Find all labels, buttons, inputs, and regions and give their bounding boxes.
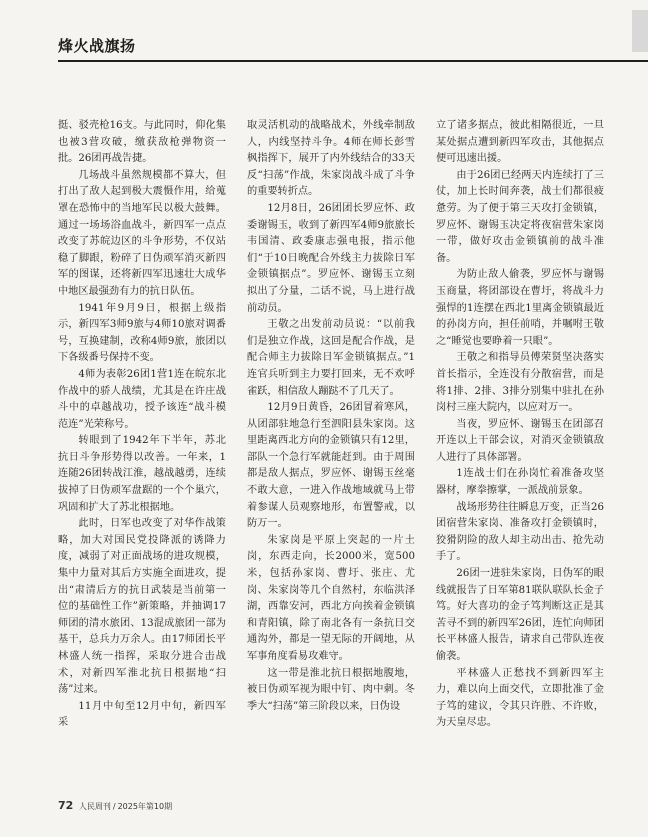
paragraph: 1941年9月9日，根据上级指示，新四军3师9旅与4师10旅对调番号，互换建制，改称4师9旅，旅团以下各级番号保持不变。 <box>58 302 226 364</box>
article-body <box>58 118 604 786</box>
paragraph: 平林盛人正愁找不到新四军主力，难以向上面交代，立即批准了金子笃的建议，令其只许胜、不许败，为天皇尽忠。 <box>436 667 604 729</box>
paragraph: 26团一进驻朱家岗，日伪军的眼线就报告了日军第81联队联队长金子笃。好大喜功的金子笃判断这正是其苦寻不到的新四军26团，连忙向师团长平林盛人报告，请求自己带队连夜偷袭。 <box>436 568 604 662</box>
footer-separator: / <box>112 802 116 811</box>
page-edge-tab <box>632 10 648 52</box>
paragraph: 转眼到了1942年下半年，苏北抗日斗争形势得以改善。一年来，1连随26团转战江淮，越战越勇，连续拔掉了日伪顽军盘踞的一个个巢穴，巩固和扩大了苏北根据地。 <box>58 435 226 513</box>
section-title: 烽火战旗扬 <box>58 37 136 55</box>
paragraph: 战场形势往往瞬息万变，正当26团宿营朱家岗、准备攻打金锁镇时，狡猾阴险的敌人却主动出击、抢先动手了。 <box>436 501 604 563</box>
paragraph: 当夜，罗应怀、谢锡玉在团部召开连以上干部会议，对消灭金锁镇敌人进行了具体部署。 <box>436 418 604 463</box>
paragraph: 1连战士们在孙岗忙着准备攻坚器材，摩拳擦掌，一派战前景象。 <box>436 468 604 497</box>
text-column-1 <box>58 118 226 786</box>
page-footer <box>58 800 172 813</box>
paragraph: 12月9日黄昏，26团冒着寒风，从团部驻地急行至泗阳县朱家岗。这里距离西北方向的金锁镇只有12里，部队一个急行军就能赶到。由于周围都是敌人据点，罗应怀、谢锡玉丝毫不敢大意，一进入作战地域就马上带着参谋人员观察地形，布置警戒，以防万一。 <box>247 402 415 530</box>
page-header <box>58 36 648 68</box>
paragraph: 此时，日军也改变了对华作战策略，加大对国民党投降派的诱降力度，减弱了对正面战场的进攻规模，集中力量对其后方实施全面进攻，提出“肃清后方的抗日武装是当前第一位的基础性工作”新策略，并抽调17师团的清水旅团、13混成旅团一部为基干，总兵力万余人。由17师团长平林盛人统一指挥，采取分进合击战术，对新四军淮北抗日根据地“扫荡”过来。 <box>58 518 226 696</box>
paragraph: 由于26团已经两天内连续打了三仗，加上长时间奔袭，战士们都很疲惫劳。为了便于第三天攻打金锁镇，罗应怀、谢锡玉决定将夜宿营朱家岗一带，做好攻击金锁镇前的战斗准备。 <box>436 169 604 264</box>
paragraph: 4师为表彰26团1营1连在皖东北作战中的骄人战绩，尤其是在许庄战斗中的卓越战功，授予该连“战斗模范连”光荣称号。 <box>58 368 226 430</box>
paragraph: 王敬之和指导员傅荣贤坚决落实首长指示，全连没有分散宿营，而是将1排、2排、3排分别集中驻扎在孙岗村三座大院内，以应对万一。 <box>436 352 604 414</box>
paragraph: 挺、驳壳枪16支。与此同时，仰化集也被3营攻破，缴获敌枪弹物资一批。26团再战告捷。 <box>58 120 226 165</box>
text-column-3 <box>436 118 604 786</box>
issue-label: 2025年第10期 <box>117 802 173 811</box>
paragraph: 立了诸多据点，彼此相隔很近，一旦某处据点遭到新四军攻击，其他据点便可迅速出援。 <box>436 120 604 165</box>
paragraph: 朱家岗是平原上突起的一片土岗，东西走向，长2000米，宽500米，包括孙家岗、曹圩、张庄、尤岗、朱家岗等几个自然村，东临洪泽湖，西靠安河，西北方向挨着金锁镇和青阳镇，除了南北各有一条抗日交通沟外，都是一望无际的开阔地，从军事角度看易攻难守。 <box>247 534 415 662</box>
paragraph: 取灵活机动的战略战术，外线牵制敌人，内线坚持斗争。4师在师长彭雪枫指挥下，展开了内外线结合的33天反“扫荡”作战，朱家岗战斗成了斗争的重要转折点。 <box>247 120 415 198</box>
text-column-2 <box>247 118 415 786</box>
header-divider <box>58 60 648 62</box>
page-number: 72 <box>58 799 74 812</box>
paragraph: 王敬之出发前动员说：“以前我们是独立作战，这回是配合作战，是配合师主力拔除日军金锁镇据点。”1连官兵听到主力要打回来，无不欢呼雀跃，相信敌人蹦跶不了几天了。 <box>247 319 415 397</box>
paragraph: 12月8日，26团团长罗应怀、政委谢锡玉，收到了新四军4师9旅旅长韦国清、政委康志强电报，指示他们“于10日晚配合外线主力拔除日军金锁镇据点”。罗应怀、谢锡玉立刻拟出了分量，二话不说，马上进行战前动员。 <box>247 202 415 314</box>
publication-name: 人民周刊 <box>78 802 111 811</box>
paragraph: 这一带是淮北抗日根据地腹地，被日伪顽军视为眼中钉、肉中刺。冬季大“扫荡”第三阶段以来，日伪设 <box>247 667 415 712</box>
paragraph: 为防止敌人偷袭，罗应怀与谢锡玉商量，将团部设在曹圩，将战斗力强悍的1连摆在西北1里离金锁镇最近的孙岗方向，担任前哨，并嘱咐王敬之“睡觉也要睁着一只眼”。 <box>436 269 604 347</box>
paragraph: 几场战斗虽然规模都不算大，但打出了敌人起到极大震慑作用，给蒐罩在恐怖中的当地军民以极大鼓舞。通过一场场浴血战斗，新四军一点点改变了苏皖边区的斗争形势，不仅站稳了脚跟，粉碎了日伪顽军消灭新四军的图谋，还将新四军迅速壮大成华中地区最强劲有力的抗日队伍。 <box>58 169 226 297</box>
paragraph: 11月中旬至12月中旬，新四军采 <box>58 700 226 729</box>
